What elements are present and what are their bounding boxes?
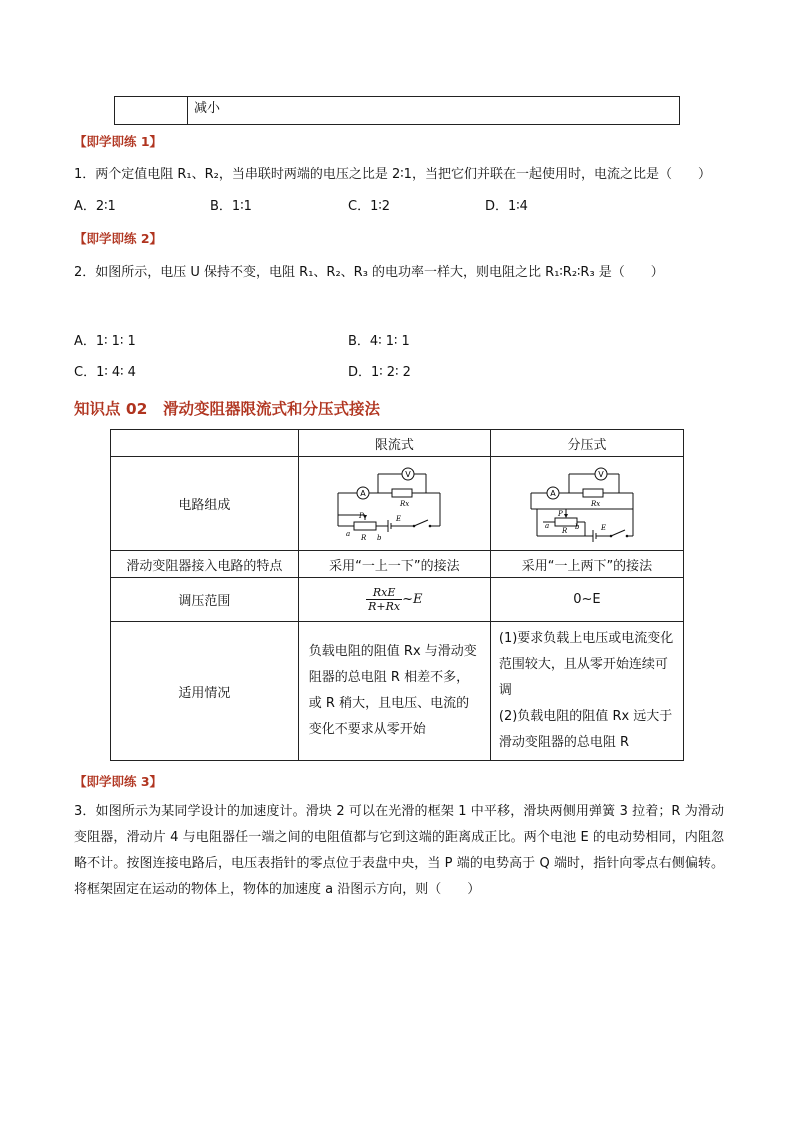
row-use-divider-2: (2)负载电阻的阻值 Rx 远大于滑动变阻器的总电阻 R: [498, 709, 673, 750]
row-use-divider-cell: [490, 622, 683, 761]
top-table: [114, 96, 680, 125]
practice2-question: 2．如图所示，电压 U 保持不变，电阻 R₁、R₂、R₃ 的电功率一样大，则电阻之比 R₁∶R₂∶R₃ 是（ ）: [74, 265, 664, 280]
practice3-heading: 【即学即练 3】: [74, 774, 163, 789]
limit-circuit-diagram: [334, 462, 454, 546]
row-use-limit: 负载电阻的阻值 Rx 与滑动变阻器的总电阻 R 相差不多，或 R 稍大，且电压、电流的变化不要求从零开始: [308, 644, 477, 737]
limit-b-label: b: [377, 533, 382, 542]
practice1-heading: 【即学即练 1】: [74, 134, 163, 149]
limit-v-label: V: [405, 469, 412, 479]
practice2-option-b: B．4∶ 1∶ 1: [348, 334, 410, 349]
limit-r-label: R: [361, 533, 367, 542]
header-divider: 分压式: [490, 430, 683, 457]
practice2-option-d: D．1∶ 2∶ 2: [348, 365, 411, 380]
row-use-limit-cell: [298, 622, 490, 761]
practice1-option-c: C．1∶2: [348, 199, 391, 214]
limit-rx-label: Rx: [400, 499, 410, 508]
divider-b-label: b: [574, 522, 580, 531]
divider-e-label: E: [600, 523, 607, 532]
compare-table: [110, 429, 684, 761]
top-table-right-cell: 减小: [188, 97, 680, 125]
divider-v-label: V: [598, 469, 604, 479]
row-feature-label: 滑动变阻器接入电路的特点: [111, 551, 299, 578]
limit-e-label: E: [396, 514, 402, 523]
practice2-option-c: C．1∶ 4∶ 4: [74, 365, 136, 380]
row-range-limit: [298, 578, 490, 622]
header-limit: 限流式: [298, 430, 490, 457]
circuit-divider-cell: [490, 457, 683, 551]
row-range-label: 调压范围: [111, 578, 299, 622]
practice1-option-b: B．1∶1: [210, 199, 252, 214]
row-feature-limit: 采用“一上一下”的接法: [298, 551, 490, 578]
row-circuit-label: 电路组成: [111, 457, 299, 551]
row-use-label: 适用情况: [111, 622, 299, 761]
section-title: 知识点 02 滑动变阻器限流式和分压式接法: [74, 400, 380, 418]
range-limit-tail: ~E: [402, 592, 423, 607]
limit-a-end-label: a: [346, 529, 351, 538]
practice1-question: 1．两个定值电阻 R₁、R₂，当串联时两端的电压之比是 2∶1，当把它们并联在一起使用时，电流之比是（ ）: [74, 167, 711, 182]
header-empty: [111, 430, 299, 457]
divider-a-end-label: a: [544, 521, 550, 530]
row-range-divider: 0~E: [490, 578, 683, 622]
range-fraction: [366, 586, 402, 613]
divider-p-label: P: [557, 509, 563, 518]
practice1-option-d: D．1∶4: [485, 199, 528, 214]
limit-p-label: P: [359, 511, 365, 520]
circuit-limit-cell: [298, 457, 490, 551]
practice2-heading: 【即学即练 2】: [74, 231, 163, 246]
practice3-question: 3．如图所示为某同学设计的加速度计。滑块 2 可以在光滑的框架 1 中平移，滑块两侧用弹簧 3 拉着；R 为滑动变阻器，滑动片 4 与电阻器任一端之间的电阻值都与它到这端的距离成正比。两个电池 E 的电动势相同，内阻忽略不计。按图连接电路后，电压表指针的零点位于表盘中央，当 P 端的电势高于 Q 端时，指针向零点右侧偏转。将框架固定在运动的物体上，物体的加速度 a 沿图示方向，则（ ）: [74, 804, 724, 897]
practice2-option-a: A．1∶ 1∶ 1: [74, 334, 136, 349]
divider-r-label: R: [561, 526, 568, 535]
range-fraction-denominator: R+Rx: [368, 600, 401, 613]
divider-circuit-diagram: [527, 462, 647, 546]
divider-rx-label: Rx: [590, 499, 601, 508]
top-table-left-cell: [115, 97, 188, 125]
range-fraction-numerator: RxE: [366, 586, 402, 600]
limit-a-label: A: [360, 488, 367, 498]
divider-a-label: A: [550, 488, 556, 498]
practice1-option-a: A．2∶1: [74, 199, 116, 214]
row-use-divider-1: (1)要求负载上电压或电流变化范围较大，且从零开始连续可调: [498, 631, 674, 698]
row-feature-divider: 采用“一上两下”的接法: [490, 551, 683, 578]
